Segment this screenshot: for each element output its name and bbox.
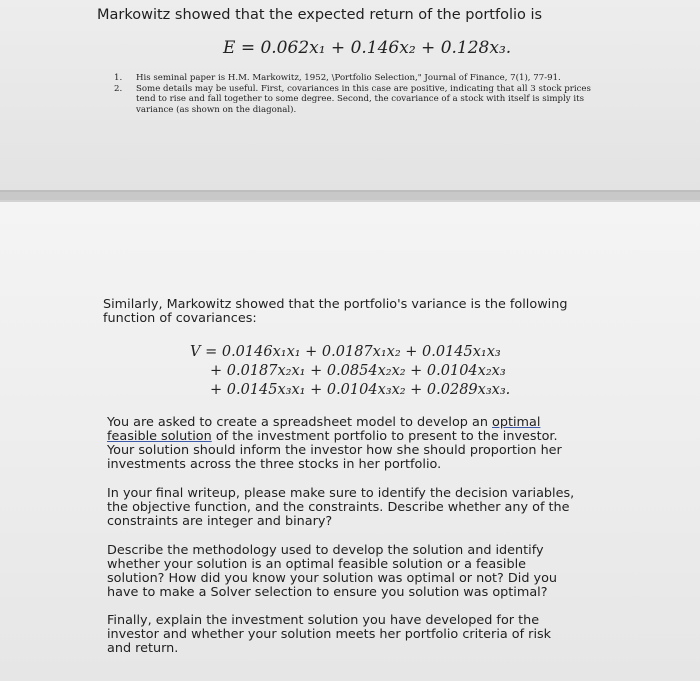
footnote-2: [114, 84, 594, 116]
optimal-feasible-solution-term: optimal feasible solution: [107, 415, 541, 444]
footnotes: [114, 73, 594, 115]
variance-equation-line: + 0.0187x₂x₁ + 0.0854x₂x₂ + 0.0104x₂x₃: [210, 363, 506, 379]
task-text: of the investment portfolio to present to the investor. Your solution should inform the investor how she should proportion her investments across the three stocks in her portfolio.: [107, 429, 562, 472]
task-text: You are asked to create a spreadsheet model to develop an: [107, 415, 493, 430]
variance-equation-line: V = 0.0146x₁x₁ + 0.0187x₁x₂ + 0.0145x₁x₃: [190, 344, 501, 360]
expected-return-intro: Markowitz showed that the expected return of the portfolio is: [97, 7, 543, 23]
footnote-text: His seminal paper is H.M. Markowitz, 1952, \Portfolio Selection," Journal of Finance, 7(1), 77-91.: [136, 73, 561, 83]
conclusion-paragraph: Finally, explain the investment solution you have developed for the investor and whether your solution meets her portfolio criteria of risk and return.: [107, 613, 552, 656]
methodology-paragraph: Describe the methodology used to develop the solution and identify whether your solution is an optimal feasible solution or a feasible solution? How did you know your solution was optimal or not? Did you have to make a Solver selection to ensure you solution was optimal?: [107, 543, 558, 600]
writeup-paragraph: In your final writeup, please make sure to identify the decision variables, the objective function, and the constraints. Describe whether any of the constraints are integer and binary?: [107, 486, 575, 529]
expected-return-equation: E = 0.062x₁ + 0.146x₂ + 0.128x₃.: [223, 38, 512, 58]
footnote-number: 1.: [114, 73, 123, 83]
footnote-number: 2.: [114, 83, 123, 94]
top-page-panel: [0, 0, 700, 192]
variance-equation-line: + 0.0145x₃x₁ + 0.0104x₃x₂ + 0.0289x₃x₃.: [210, 382, 511, 398]
footnote-text: Some details may be useful. First, covariances in this case are positive, indicating that all 3 stock prices tend to rise and fall together to some degree. Second, the covariance of a stock with itself is simply its variance (as shown on the diagonal).: [136, 83, 591, 115]
footnote-1: [114, 73, 594, 84]
variance-intro: Similarly, Markowitz showed that the portfolio's variance is the following function of covariances:: [103, 297, 568, 326]
task-paragraph: [107, 416, 577, 472]
variance-equation: [190, 343, 510, 400]
